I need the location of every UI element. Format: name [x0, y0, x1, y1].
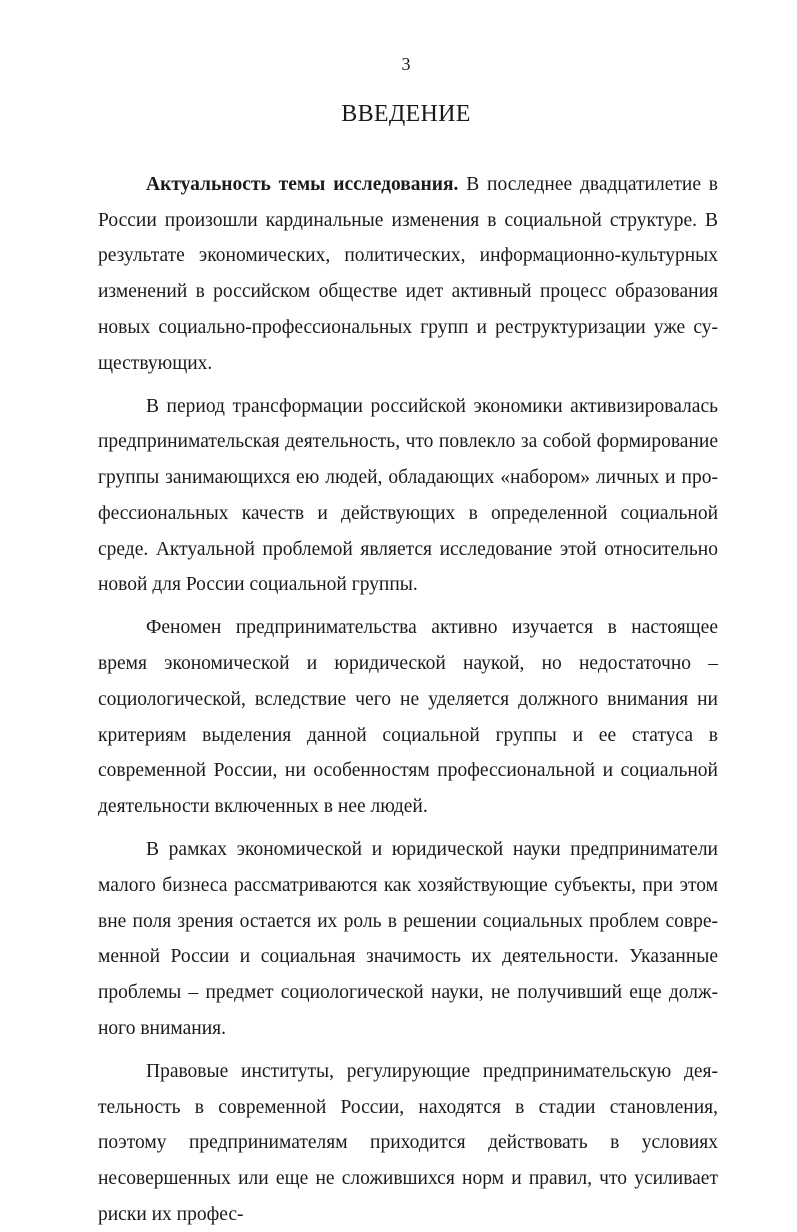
paragraph-bold-lead: Актуальность темы исследования.: [146, 174, 459, 195]
paragraph-text: В рамках экономической и юридической науки предприниматели малого бизнеса рассматриваются как хозяйствующие субъекты, при этом вне поля зрения остается их роль в решении социальных проблем современной России и социальная значимость их деятельности. Указанные проблемы – предмет социологической науки, не получивший еще должного внимания.: [98, 839, 718, 1039]
paragraph: [98, 389, 718, 603]
paragraph-text: Феномен предпринимательства активно изучается в настоящее время экономической и юридической наукой, но недостаточно – социологической, вследствие чего не уделяется должного внимания ни критериям выделения данной социальной группы и ее статуса в современной России, ни особенностям профессиональной и социальной деятельности включенных в нее людей.: [98, 617, 718, 817]
paragraph: [98, 610, 718, 824]
paragraph-text: Правовые институты, регулирующие предпринимательскую деятельность в современной России, находятся в стадии становления, поэтому предпринимателям приходится действовать в условиях несовершенных или еще не сложившихся норм и правил, что усиливает риски их профес-: [98, 1060, 718, 1225]
paragraph: [98, 1054, 718, 1232]
paragraph-relevance: [98, 167, 718, 381]
paragraph-text: В последнее двадцатилетие в России произошли кардинальные изменения в социальной структуре. В результате экономических, политических, информационно-культурных изменений в российском обществе идет активный процесс образования новых социально-профессиональных групп и реструктуризации уже существующих.: [98, 174, 719, 374]
paragraph-text: В период трансформации российской экономики активизировалась предпринимательская деятельность, что повлекло за собой формирование группы занимающихся ею людей, обладающих «набором» личных и профессиональных качеств и действующих в определенной социальной среде. Актуальной проблемой является исследование этой относительно новой для России социальной группы.: [98, 395, 718, 596]
section-heading: ВВЕДЕНИЕ: [341, 101, 471, 127]
page-number: 3: [401, 54, 411, 74]
body-text: [98, 167, 718, 1232]
paragraph: [98, 832, 718, 1046]
